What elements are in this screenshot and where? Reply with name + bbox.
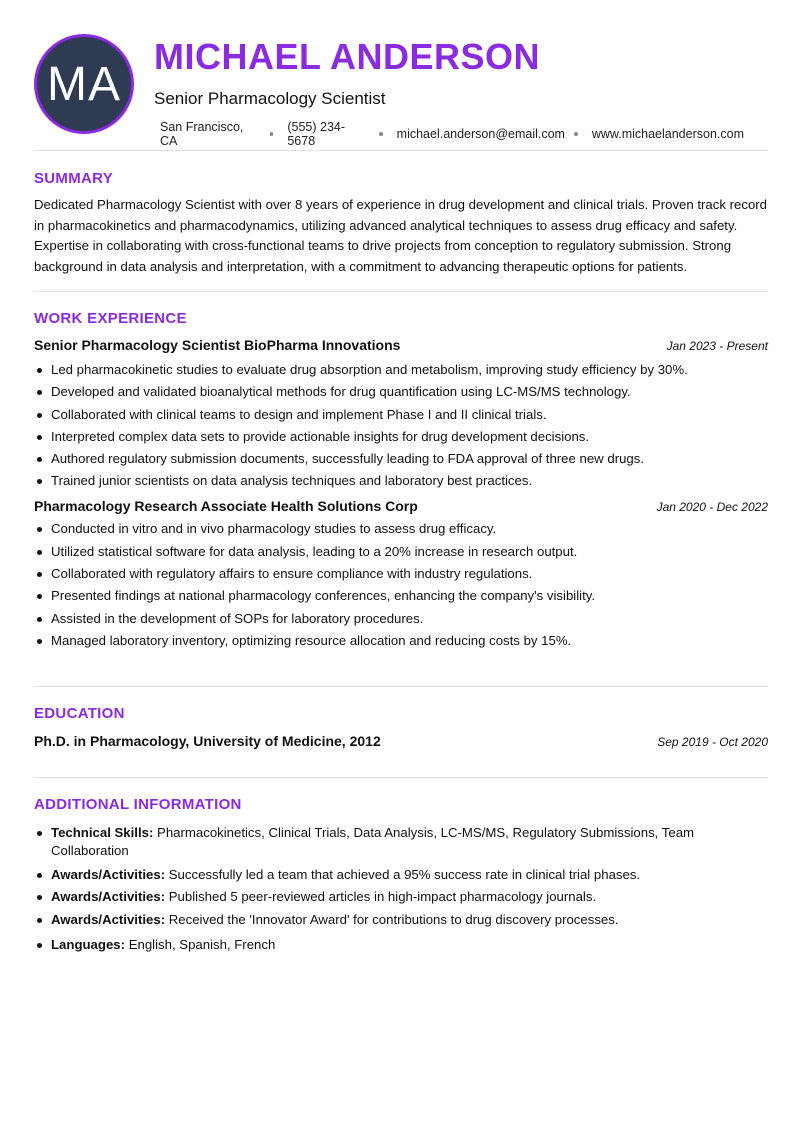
resume-page (34, 0, 768, 958)
additional-section (34, 778, 768, 954)
avatar (34, 34, 134, 134)
experience-section (34, 292, 768, 686)
avatar-initials: MA (47, 57, 121, 111)
list-item: Authored regulatory submission documents, successfully leading to FDA approval of three new drugs. (34, 450, 768, 468)
education-entry (34, 733, 768, 749)
item-label: Languages: (51, 936, 126, 952)
section-heading-additional: ADDITIONAL INFORMATION (34, 796, 242, 813)
item-text: Published 5 peer-reviewed articles in high-impact pharmacology journals. (168, 889, 597, 905)
job-bullets (34, 361, 768, 490)
item-text: Successfully led a team that achieved a 95% success rate in clinical trial phases. (168, 867, 641, 882)
contact-website[interactable]: www.michaelanderson.com (591, 127, 744, 141)
section-heading-experience: WORK EXPERIENCE (34, 310, 187, 327)
job-header (34, 337, 768, 353)
list-item (34, 824, 768, 860)
list-item: Trained junior scientists on data analysis techniques and laboratory best practices. (34, 472, 768, 490)
job-entry (34, 337, 768, 490)
list-item: Presented findings at national pharmacology conferences, enhancing the company's visibility. (34, 587, 768, 605)
list-item (34, 911, 768, 929)
contact-separator (379, 132, 383, 136)
item-text: English, Spanish, French (128, 936, 276, 952)
contact-separator (270, 132, 274, 136)
list-item: Led pharmacokinetic studies to evaluate drug absorption and metabolism, improving study efficiency by 30%. (34, 361, 768, 379)
contact-phone: (555) 234-5678 (287, 120, 346, 148)
job-entry (34, 498, 768, 649)
job-role: Senior Pharmacology Scientist BioPharma Innovations (34, 337, 401, 353)
section-heading-summary: SUMMARY (34, 170, 114, 187)
item-label: Technical Skills: (51, 825, 154, 840)
contact-bar (160, 120, 744, 148)
list-item: Conducted in vitro and in vivo pharmacology studies to assess drug efficacy. (34, 520, 768, 538)
job-bullets (34, 520, 768, 649)
job-date: Jan 2020 - Dec 2022 (656, 500, 768, 515)
list-item: Collaborated with clinical teams to design and implement Phase I and II clinical trials. (34, 406, 768, 424)
summary-section (34, 151, 768, 291)
education-section (34, 687, 768, 777)
summary-text: Dedicated Pharmacology Scientist with over 8 years of experience in drug development and clinical trials. Proven track record in pharmacokinetics and pharmacodynamics, utilizing advanced analytical techniques to assess drug efficacy and safety. Expertise in collaborating with cross-functional teams to drive projects from conception to regulatory submission. Strong background in data analysis and interpretation, with a commitment to advancing therapeutic options for patients. (34, 197, 768, 274)
list-item: Managed laboratory inventory, optimizing resource allocation and reducing costs by 15%. (34, 632, 768, 650)
contact-email[interactable]: michael.anderson@email.com (396, 127, 565, 141)
list-item: Collaborated with regulatory affairs to ensure compliance with industry regulations. (34, 565, 768, 583)
education-degree: Ph.D. in Pharmacology, University of Medicine, 2012 (34, 733, 381, 749)
list-item (34, 936, 768, 954)
job-date: Jan 2023 - Present (666, 339, 768, 353)
list-item: Interpreted complex data sets to provide actionable insights for drug development decisions. (34, 428, 768, 446)
job-role: Pharmacology Research Associate Health Solutions Corp (34, 498, 418, 515)
item-label: Awards/Activities: (51, 889, 166, 905)
section-heading-education: EDUCATION (34, 705, 125, 722)
item-label: Awards/Activities: (51, 911, 166, 927)
item-label: Awards/Activities: (51, 867, 166, 882)
additional-list (34, 824, 768, 954)
job-header (34, 498, 768, 514)
list-item (34, 866, 768, 884)
list-item (34, 888, 768, 906)
item-text: Received the 'Innovator Award' for contributions to drug discovery processes. (168, 911, 619, 927)
contact-separator (574, 132, 578, 136)
list-item: Utilized statistical software for data analysis, leading to a 20% increase in research output. (34, 543, 768, 561)
candidate-title: Senior Pharmacology Scientist (154, 89, 386, 108)
candidate-name: MICHAEL ANDERSON (154, 36, 541, 77)
resume-header (34, 0, 768, 150)
education-date: Sep 2019 - Oct 2020 (657, 735, 768, 749)
item-text: Pharmacokinetics, Clinical Trials, Data Analysis, LC-MS/MS, Regulatory Submissions, Team Collaboration (51, 825, 695, 858)
contact-location: San Francisco, CA (160, 120, 244, 148)
list-item: Developed and validated bioanalytical methods for drug quantification using LC-MS/MS technology. (34, 383, 768, 401)
list-item: Assisted in the development of SOPs for laboratory procedures. (34, 610, 768, 628)
